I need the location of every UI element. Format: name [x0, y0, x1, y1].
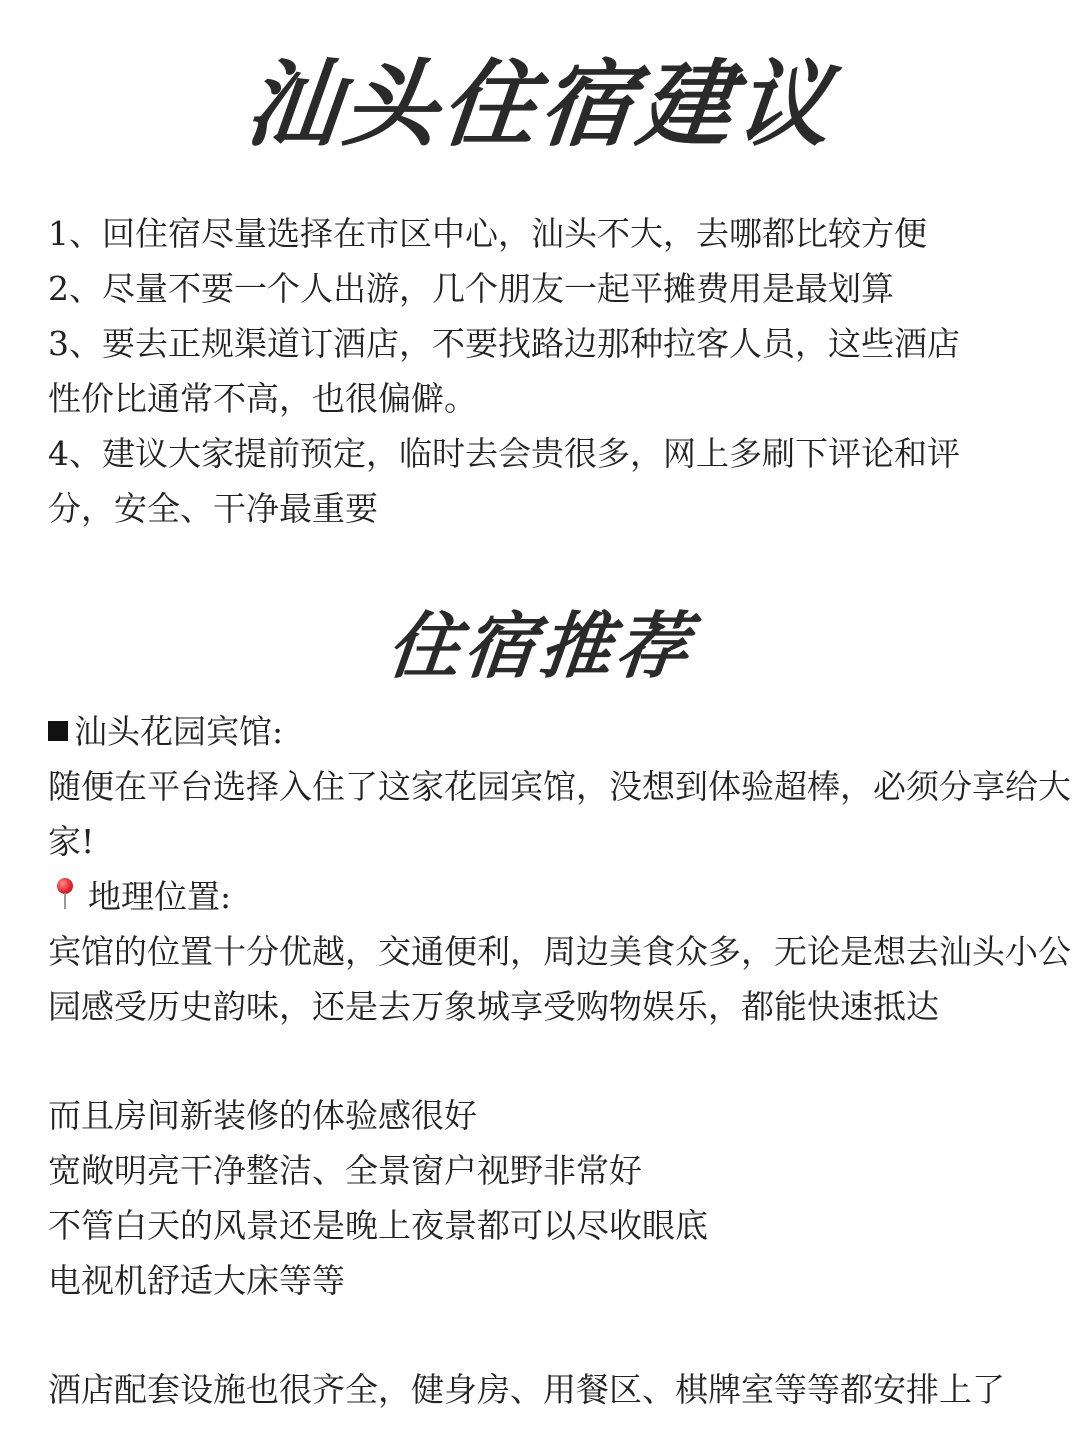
location-line-2: 园感受历史韵味，还是去万象城享受购物娱乐，都能快速抵达: [48, 987, 939, 1026]
black-square-icon: [48, 721, 68, 741]
room-line-2: 宽敞明亮干净整洁、全景窗户视野非常好: [48, 1151, 642, 1190]
advice-line-1: 1、回住宿尽量选择在市区中心，汕头不大，去哪都比较方便: [48, 214, 927, 253]
page-title: 汕头住宿建议: [240, 51, 840, 160]
hotel-name-line: [48, 704, 1038, 759]
section-title: 住宿推荐: [383, 604, 697, 688]
location-heading: [48, 869, 1038, 924]
advice-line-3: 3、要去正规渠道订酒店，不要找路边那种拉客人员，这些酒店: [48, 324, 960, 363]
facility-line: 酒店配套设施也很齐全，健身房、用餐区、棋牌室等等都安排上了: [48, 1370, 1005, 1409]
advice-line-4-cont: 分，安全、干净最重要: [48, 489, 378, 528]
location-line-1: 宾馆的位置十分优越，交通便利，周边美食众多，无论是想去汕头小公: [48, 932, 1071, 971]
intro-line-1: 随便在平台选择入住了这家花园宾馆，没想到体验超棒，必须分享给大: [48, 767, 1071, 806]
location-label: 地理位置:: [88, 877, 232, 916]
room-line-3: 不管白天的风景还是晚上夜景都可以尽收眼底: [48, 1206, 708, 1245]
advice-line-3-cont: 性价比通常不高，也很偏僻。: [48, 379, 477, 418]
advice-line-4: 4、建议大家提前预定，临时去会贵很多，网上多刷下评论和评: [48, 434, 960, 473]
intro-line-2: 家!: [48, 822, 95, 861]
room-line-4: 电视机舒适大床等等: [48, 1261, 345, 1300]
advice-line-2: 2、尽量不要一个人出游，几个朋友一起平摊费用是最划算: [48, 269, 894, 308]
hotel-name: 汕头花园宾馆:: [74, 712, 284, 751]
round-pushpin-icon: [52, 876, 78, 912]
room-line-1: 而且房间新装修的体验感很好: [48, 1096, 477, 1135]
